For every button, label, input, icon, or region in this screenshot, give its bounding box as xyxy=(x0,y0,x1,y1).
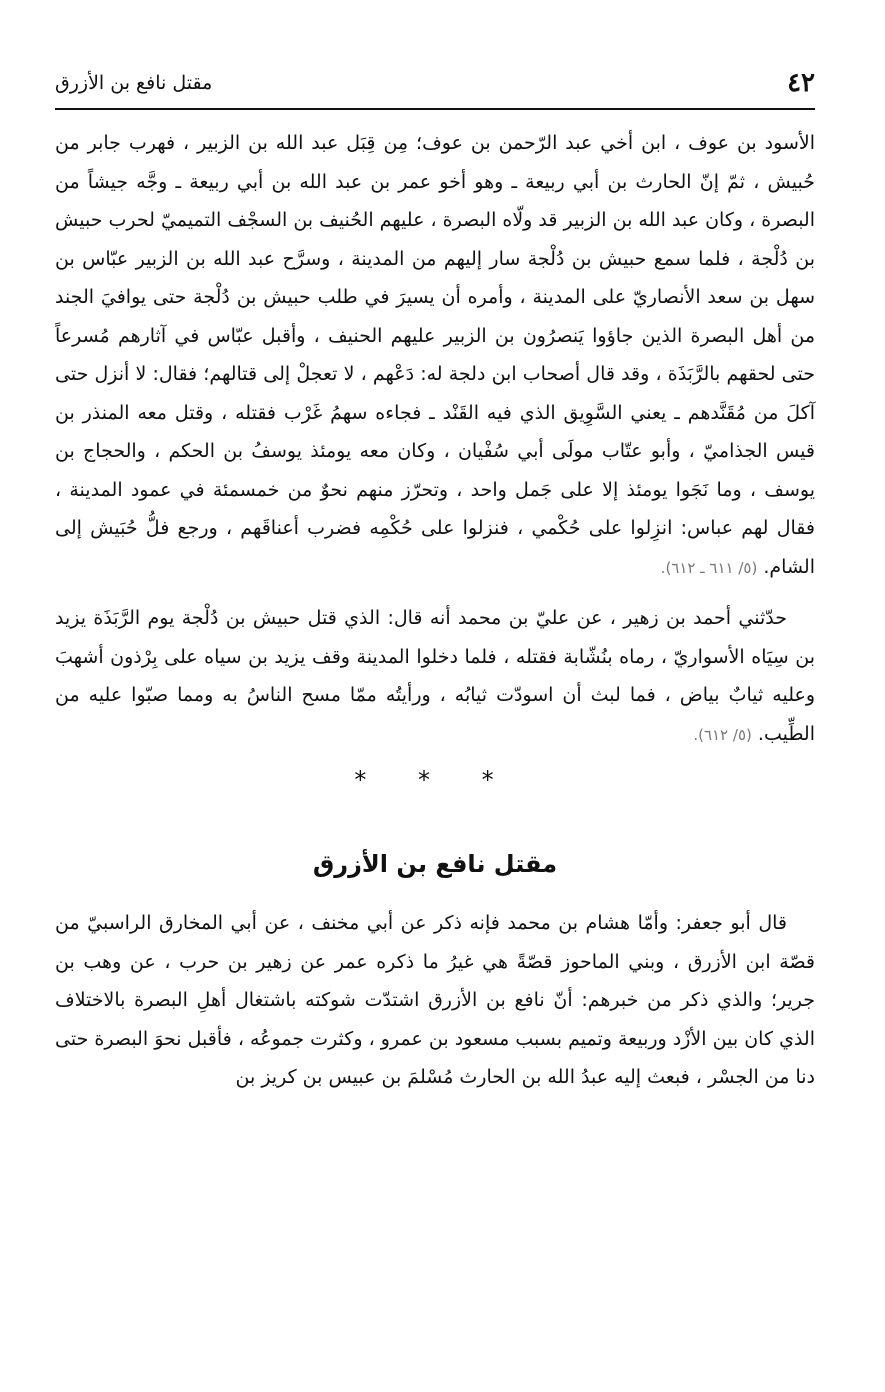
paragraph-2-reference: (٥/ ٦١٢). xyxy=(693,725,752,744)
section-paragraph-text: قال أبو جعفر: وأمّا هشام بن محمد فإنه ذكر عن أبي مخنف ، عن أبي المخارق الراسبيّ من قصّة ابن الأزرق ، وبني الماحوز قصّةً هي غيرُ ما ذكره عمر عن زهير بن حرب ، عن وهب بن جرير؛ والذي ذكر من خبرهم: أنّ نافع بن الأزرق اشتدّت شوكته باشتغال أهلِ البصرة بالاختلاف الذي كان بين الأزْد وربيعة وتميم بسبب مسعود بن عمرو ، وكثرت جموعُه ، فأقبل نحوَ البصرة حتى دنا من الجسْر ، فبعث إليه عبدُ الله بن الحارث مُسْلمَ بن عبيس بن كريز بن xyxy=(55,912,815,1088)
paragraph-2-text: حدّثني أحمد بن زهير ، عن عليّ بن محمد أنه قال: الذي قتل حبيش بن دُلْجة يوم الرَّبَذَة يزيد بن سِيَاه الأسواريّ ، رماه بنُشّابة فقتله ، فلما دخلوا المدينة وقف يزيد بن سياه على بِرْذون أشهبَ وعليه ثيابٌ بياض ، فما لبث أن اسودّت ثيابُه ، ورأيتُه ممّا مسح الناسُ به ومما صبّوا عليه من الطِّيب. xyxy=(55,607,815,745)
paragraph-1 xyxy=(55,124,815,587)
paragraph-1-text: الأسود بن عوف ، ابن أخي عبد الرّحمن بن عوف؛ مِن قِبَل عبد الله بن الزبير ، فهرب جابر من حُبيش ، ثمّ إنّ الحارث بن أبي ربيعة ـ وهو أخو عمر بن عبد الله بن أبي ربيعة ـ وجَّه جيشاً من البصرة ، وكان عبد الله بن الزبير قد ولّاه البصرة ، عليهم الحُنيف بن السجْف التميميّ لحرب حبيش بن دُلْجة ، فلما سمع حبيش بن دُلْجة سار إليهم من المدينة ، وسرَّح عبد الله بن الزبير عبّاس بن سهل بن سعد الأنصاريّ على المدينة ، وأمره أن يسيرَ في طلب حبيش بن دُلْجة حتى يوافيَ الجند من أهل البصرة الذين جاؤوا يَنصرُون بن الزبير عليهم الحنيف ، وأقبل عبّاس في آثارهم مُسرعاً حتى لحقهم بالرَّبَذَة ، وقد قال أصحاب ابن دلجة له: دَعْهم ، لا تعجلْ إلى قتالهم؛ فقال: لا أنزل حتى آكلَ من مُقَنَّدهم ـ يعني السَّوِيق الذي فيه القَنْد ـ فجاءه سهمُ غَرْب فقتله ، وقتل معه المنذر بن قيس الجذاميّ ، وأبو عتّاب مولَى أبي سُفْيان ، وكان معه يومئذ يوسفُ بن الحكم ، والحجاج بن يوسف ، وما نَجَوا يومئذ إلا على جَمل واحد ، وتحرّز منهم نحوٌ من خمسمئة في عمود المدينة ، فقال لهم عباس: انزِلوا على حُكْمي ، فنزلوا على حُكْمِه فضرب أعناقَهم ، ورجع فلُّ حُبَيش إلى الشام. xyxy=(55,132,815,578)
header-rule xyxy=(55,108,815,110)
page-number: ٤٢ xyxy=(787,68,815,98)
section-title: مقتل نافع بن الأزرق xyxy=(312,850,558,878)
book-page xyxy=(55,60,815,1097)
section-separator: * * * xyxy=(354,766,516,794)
paragraph-1-reference: (٥/ ٦١١ ـ ٦١٢). xyxy=(660,558,758,577)
section-paragraph xyxy=(55,904,815,1097)
running-title: مقتل نافع بن الأزرق xyxy=(55,72,213,94)
paragraph-2 xyxy=(55,599,815,754)
paragraph-gap xyxy=(55,587,815,599)
page-header xyxy=(55,60,815,106)
